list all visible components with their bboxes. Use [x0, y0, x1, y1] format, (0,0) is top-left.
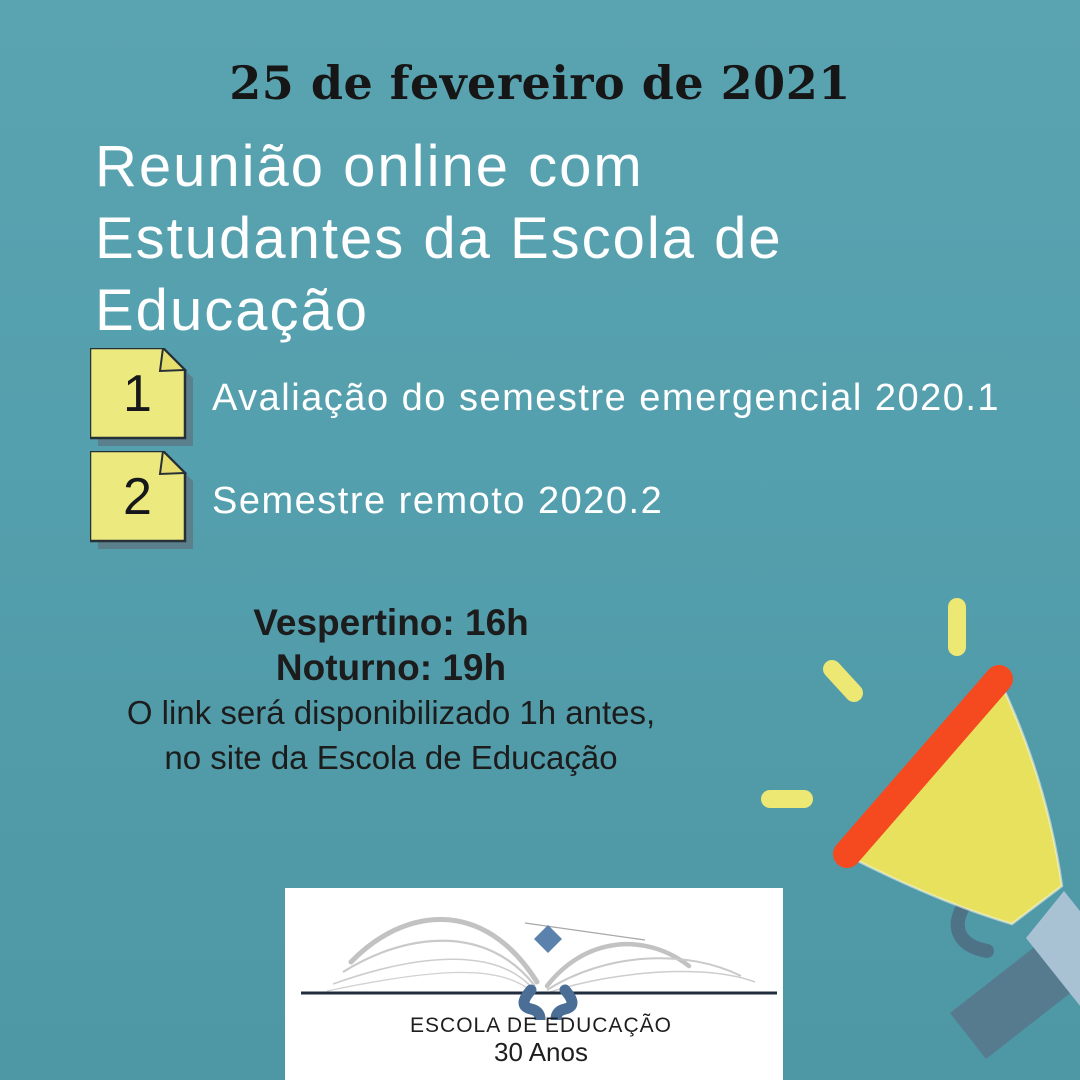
school-logo	[285, 888, 783, 1080]
logo-anniversary: 30 Anos	[494, 1037, 588, 1067]
poster-title-line-1: Reunião online com	[95, 134, 644, 199]
poster-title-line-2: Estudantes da Escola de	[95, 206, 783, 271]
event-date: 25 de fevereiro de 2021	[229, 56, 851, 110]
schedule-vespertino: Vespertino: 16h	[253, 602, 529, 643]
book-right-page-outer	[547, 944, 689, 986]
sound-dash-diagonal-icon	[832, 669, 854, 693]
schedule-link-line-2: no site da Escola de Educação	[164, 739, 618, 776]
book-left-page-thin	[333, 959, 534, 990]
open-book-logo-icon	[285, 894, 783, 1020]
poster-title-line-3: Educação	[95, 278, 369, 343]
logo-school-name: ESCOLA DE EDUCAÇÃO	[410, 1014, 672, 1037]
agenda-number-2: 2	[123, 468, 152, 526]
schedule-link-line-1: O link será disponibilizado 1h antes,	[126, 694, 656, 731]
agenda-label-2: Semestre remoto 2020.2	[212, 479, 664, 522]
agenda-label-1: Avaliação do semestre emergencial 2020.1	[212, 376, 1001, 419]
agenda-number-1: 1	[123, 365, 152, 423]
logo-diamond-icon	[534, 925, 562, 953]
schedule-noturno: Noturno: 19h	[275, 647, 507, 688]
